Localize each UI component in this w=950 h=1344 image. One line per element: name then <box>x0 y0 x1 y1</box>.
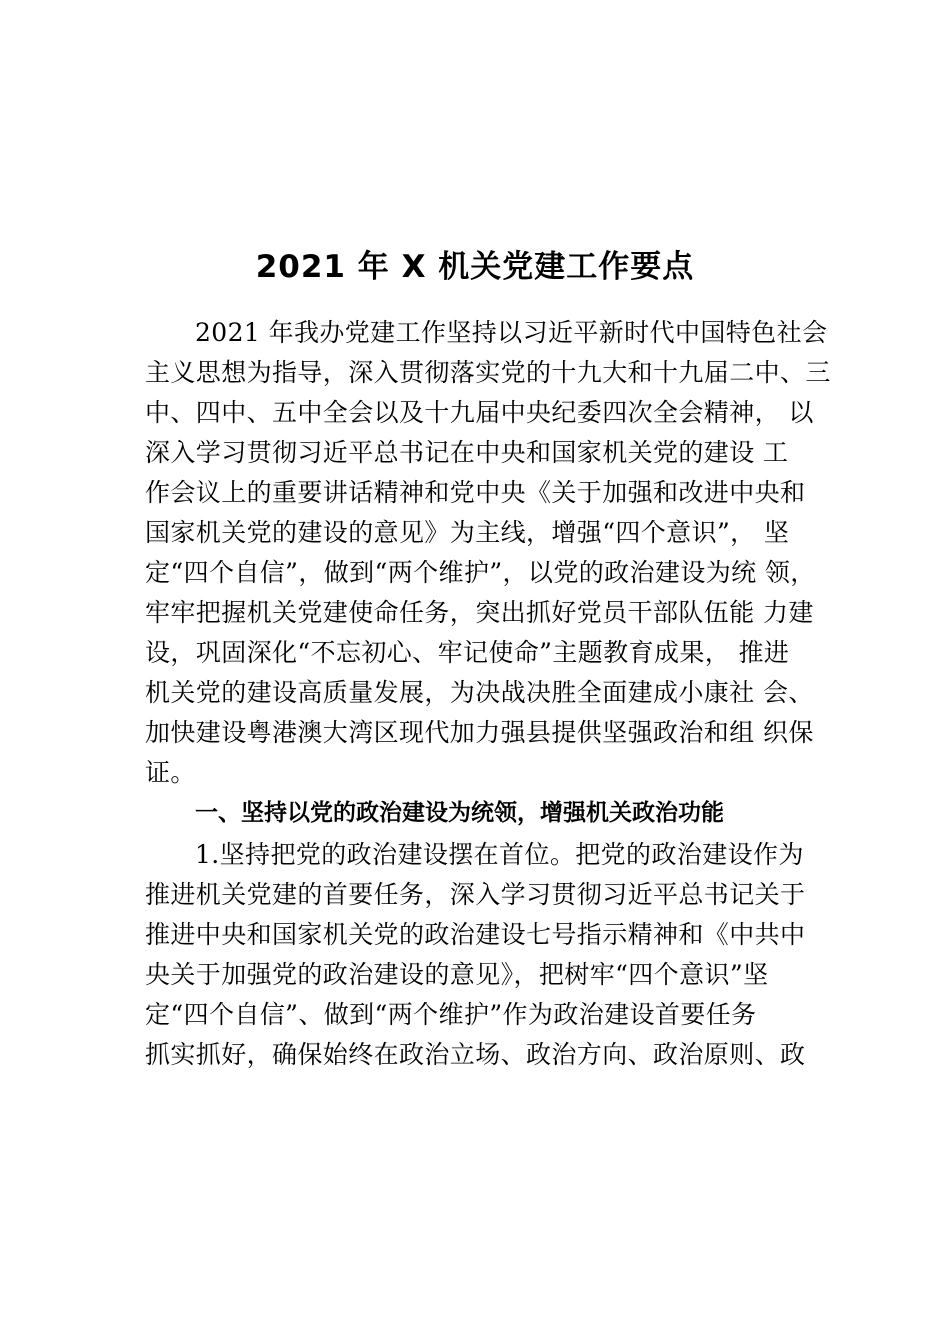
paragraph-line: 加快建设粤港澳大湾区现代加力强县提供坚强政治和组 织保 <box>145 718 814 747</box>
paragraph-line: 作会议上的重要讲话精神和党中央《关于加强和改进中央和 <box>145 478 806 507</box>
paragraph-line: 央关于加强党的政治建设的意见》，把树牢“四个意识”坚 <box>145 960 769 989</box>
paragraph-line: 定“四个自信”、做到“两个维护”作为政治建设首要任务 <box>145 1000 757 1029</box>
paragraph-line: 设，巩固深化“不忘初心、牢记使命”主题教育成果， 推进 <box>145 638 790 667</box>
section-heading: 一、坚持以党的政治建设为统领，增强机关政治功能 <box>195 800 724 826</box>
paragraph-line: 深入学习贯彻习近平总书记在中央和国家机关党的建设 工 <box>145 438 789 467</box>
paragraph-line: 推进中央和国家机关党的政治建设七号指示精神和《中共中 <box>145 920 806 949</box>
paragraph-line: 定“四个自信”，做到“两个维护”，以党的政治建设为统 领， <box>145 558 816 587</box>
paragraph-line: 主义思想为指导，深入贯彻落实党的十九大和十九届二中、三 <box>145 358 831 387</box>
paragraph-line: 证。 <box>145 758 196 787</box>
paragraph-line: 国家机关党的建设的意见》为主线，增强“四个意识”， 坚 <box>145 518 790 547</box>
paragraph-line: 牢牢把握机关党建使命任务，突出抓好党员干部队伍能 力建 <box>145 598 814 627</box>
paragraph-line: 中、四中、五中全会以及十九届中央纪委四次全会精神， 以 <box>145 398 814 427</box>
paragraph-line: 机关党的建设高质量发展，为决战决胜全面建成小康社 会、 <box>145 678 814 707</box>
paragraph-line: 1.坚持把党的政治建设摆在首位。把党的政治建设作为 <box>195 840 804 869</box>
document-title: 2021 年 X 机关党建工作要点 <box>255 249 695 285</box>
paragraph-line: 抓实抓好，确保始终在政治立场、政治方向、政治原则、政 <box>145 1040 806 1069</box>
paragraph-line: 推进机关党建的首要任务，深入学习贯彻习近平总书记关于 <box>145 880 806 909</box>
paragraph-line: 2021 年我办党建工作坚持以习近平新时代中国特色社会 <box>195 318 828 347</box>
